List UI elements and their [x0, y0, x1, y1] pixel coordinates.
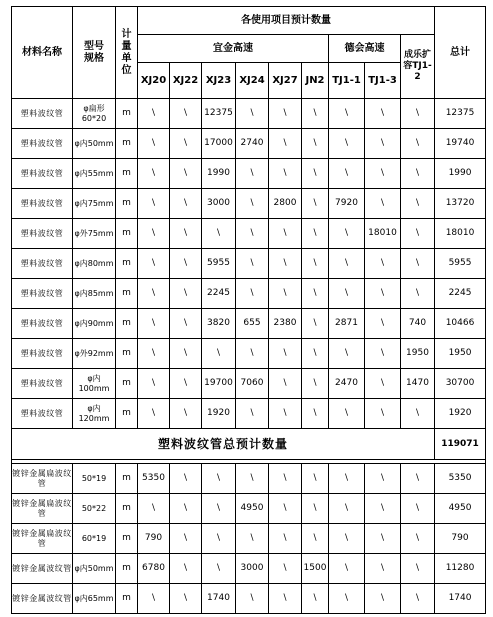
- row-value-cell: \: [236, 279, 269, 309]
- col-xj22: XJ22: [170, 63, 202, 99]
- row-value-cell: \: [401, 584, 435, 614]
- col-xj24: XJ24: [236, 63, 269, 99]
- row-value-cell: \: [302, 189, 329, 219]
- row-value-cell: \: [138, 129, 170, 159]
- row-value-cell: 1920: [202, 399, 236, 429]
- row-value-cell: 2800: [269, 189, 302, 219]
- row-material-name: 塑料波纹管: [12, 369, 73, 399]
- summary-row: [12, 429, 486, 460]
- row-value-cell: \: [329, 99, 365, 129]
- row-value-cell: \: [329, 584, 365, 614]
- row-value-cell: \: [329, 524, 365, 554]
- row-value-cell: 3820: [202, 309, 236, 339]
- row-value-cell: 12375: [202, 99, 236, 129]
- row-spec: φ内90mm: [73, 309, 116, 339]
- row-value-cell: 2740: [236, 129, 269, 159]
- header-unit: 计量单位: [116, 7, 138, 99]
- table-row: [12, 279, 486, 309]
- row-value-cell: \: [365, 159, 401, 189]
- row-value-cell: \: [170, 219, 202, 249]
- row-value-cell: 3000: [202, 189, 236, 219]
- row-value-cell: \: [170, 494, 202, 524]
- row-value-cell: \: [170, 399, 202, 429]
- row-value-cell: \: [302, 279, 329, 309]
- row-value-cell: \: [401, 279, 435, 309]
- row-value-cell: \: [236, 399, 269, 429]
- row-value-cell: \: [401, 494, 435, 524]
- col-xj20: XJ20: [138, 63, 170, 99]
- row-spec: φ扁形60*20: [73, 99, 116, 129]
- row-value-cell: \: [236, 339, 269, 369]
- row-value-cell: \: [302, 399, 329, 429]
- row-unit: m: [116, 99, 138, 129]
- row-value-cell: \: [401, 464, 435, 494]
- row-value-cell: \: [365, 99, 401, 129]
- row-value-cell: \: [269, 399, 302, 429]
- row-value-cell: \: [269, 279, 302, 309]
- row-value-cell: \: [329, 494, 365, 524]
- table-row: [12, 99, 486, 129]
- row-unit: m: [116, 219, 138, 249]
- row-value-cell: \: [365, 339, 401, 369]
- row-spec: φ内100mm: [73, 369, 116, 399]
- row-value-cell: \: [138, 249, 170, 279]
- header-group-yijin: 宜金高速: [138, 35, 329, 63]
- row-value-cell: \: [302, 369, 329, 399]
- row-value-cell: \: [302, 494, 329, 524]
- table-row: [12, 309, 486, 339]
- row-value-cell: \: [329, 464, 365, 494]
- row-value-cell: \: [302, 584, 329, 614]
- quantity-table: [11, 6, 486, 614]
- row-value-cell: 7920: [329, 189, 365, 219]
- row-material-name: 塑料波纹管: [12, 399, 73, 429]
- header-model-spec: 型号规格: [73, 7, 116, 99]
- table-row: [12, 369, 486, 399]
- row-material-name: 塑料波纹管: [12, 249, 73, 279]
- row-value-cell: \: [138, 279, 170, 309]
- row-unit: m: [116, 189, 138, 219]
- row-value-cell: \: [170, 159, 202, 189]
- row-value-cell: \: [236, 524, 269, 554]
- row-value-cell: \: [170, 584, 202, 614]
- row-value-cell: \: [170, 309, 202, 339]
- col-jn2: JN2: [302, 63, 329, 99]
- row-value-cell: \: [269, 584, 302, 614]
- header-material-name: 材料名称: [12, 7, 73, 99]
- row-value-cell: \: [170, 554, 202, 584]
- row-material-name: 塑料波纹管: [12, 129, 73, 159]
- row-value-cell: \: [138, 399, 170, 429]
- row-value-cell: \: [302, 309, 329, 339]
- row-value-cell: 6780: [138, 554, 170, 584]
- row-spec: φ内85mm: [73, 279, 116, 309]
- row-value-cell: \: [269, 464, 302, 494]
- row-value-cell: 19700: [202, 369, 236, 399]
- row-total: 790: [435, 524, 486, 554]
- row-unit: m: [116, 309, 138, 339]
- col-xj27: XJ27: [269, 63, 302, 99]
- col-tj1-3: TJ1-3: [365, 63, 401, 99]
- row-value-cell: \: [329, 159, 365, 189]
- table-row: [12, 339, 486, 369]
- row-value-cell: \: [170, 369, 202, 399]
- row-value-cell: \: [202, 219, 236, 249]
- row-value-cell: 1950: [401, 339, 435, 369]
- row-value-cell: 2380: [269, 309, 302, 339]
- row-value-cell: \: [329, 249, 365, 279]
- row-value-cell: \: [329, 279, 365, 309]
- row-spec: 60*19: [73, 524, 116, 554]
- row-total: 13720: [435, 189, 486, 219]
- row-value-cell: \: [302, 249, 329, 279]
- row-value-cell: \: [401, 99, 435, 129]
- row-value-cell: \: [170, 249, 202, 279]
- table-body: [12, 7, 486, 614]
- row-value-cell: \: [365, 189, 401, 219]
- row-value-cell: \: [138, 159, 170, 189]
- row-value-cell: \: [269, 99, 302, 129]
- row-total: 2245: [435, 279, 486, 309]
- header-group-chengle: 成乐扩容TJ1-2: [401, 35, 435, 99]
- row-value-cell: 5955: [202, 249, 236, 279]
- row-value-cell: \: [202, 524, 236, 554]
- row-total: 5350: [435, 464, 486, 494]
- row-total: 11280: [435, 554, 486, 584]
- table-row: [12, 584, 486, 614]
- table-row: [12, 399, 486, 429]
- row-value-cell: \: [365, 279, 401, 309]
- row-unit: m: [116, 339, 138, 369]
- row-value-cell: \: [269, 524, 302, 554]
- row-value-cell: \: [202, 464, 236, 494]
- table-row: [12, 524, 486, 554]
- row-total: 1990: [435, 159, 486, 189]
- row-value-cell: \: [302, 524, 329, 554]
- col-xj23: XJ23: [202, 63, 236, 99]
- row-spec: φ外92mm: [73, 339, 116, 369]
- row-value-cell: \: [365, 494, 401, 524]
- row-value-cell: \: [269, 159, 302, 189]
- header-project-group: 各使用项目预计数量: [138, 7, 435, 35]
- row-total: 12375: [435, 99, 486, 129]
- row-value-cell: \: [236, 584, 269, 614]
- row-value-cell: \: [329, 554, 365, 584]
- row-value-cell: \: [302, 129, 329, 159]
- row-value-cell: \: [302, 219, 329, 249]
- row-value-cell: \: [329, 339, 365, 369]
- row-value-cell: \: [138, 99, 170, 129]
- row-value-cell: \: [329, 129, 365, 159]
- row-total: 18010: [435, 219, 486, 249]
- row-value-cell: \: [401, 524, 435, 554]
- row-value-cell: \: [202, 494, 236, 524]
- row-value-cell: \: [269, 219, 302, 249]
- row-unit: m: [116, 524, 138, 554]
- row-value-cell: 655: [236, 309, 269, 339]
- row-spec: φ内55mm: [73, 159, 116, 189]
- table-row: [12, 219, 486, 249]
- row-value-cell: 740: [401, 309, 435, 339]
- row-material-name: 镀锌金属扁波纹管: [12, 524, 73, 554]
- row-unit: m: [116, 464, 138, 494]
- row-spec: φ内50mm: [73, 129, 116, 159]
- table-row: [12, 159, 486, 189]
- row-unit: m: [116, 369, 138, 399]
- row-value-cell: \: [365, 584, 401, 614]
- row-spec: 50*22: [73, 494, 116, 524]
- col-tj1-1: TJ1-1: [329, 63, 365, 99]
- row-value-cell: 18010: [365, 219, 401, 249]
- row-value-cell: \: [401, 219, 435, 249]
- row-value-cell: \: [329, 219, 365, 249]
- row-value-cell: \: [138, 189, 170, 219]
- row-total: 10466: [435, 309, 486, 339]
- row-value-cell: \: [401, 249, 435, 279]
- row-spec: 50*19: [73, 464, 116, 494]
- row-value-cell: \: [138, 369, 170, 399]
- row-value-cell: \: [170, 524, 202, 554]
- row-value-cell: \: [138, 309, 170, 339]
- row-value-cell: \: [202, 554, 236, 584]
- row-total: 30700: [435, 369, 486, 399]
- row-unit: m: [116, 584, 138, 614]
- row-value-cell: \: [401, 129, 435, 159]
- row-unit: m: [116, 279, 138, 309]
- row-total: 1950: [435, 339, 486, 369]
- table-row: [12, 494, 486, 524]
- row-unit: m: [116, 129, 138, 159]
- row-value-cell: \: [236, 464, 269, 494]
- row-value-cell: \: [329, 399, 365, 429]
- row-unit: m: [116, 494, 138, 524]
- header-total: 总计: [435, 7, 486, 99]
- row-value-cell: \: [365, 129, 401, 159]
- header-row-1: [12, 7, 486, 35]
- row-material-name: 镀锌金属扁波纹管: [12, 494, 73, 524]
- row-material-name: 镀锌金属扁波纹管: [12, 464, 73, 494]
- row-value-cell: 1500: [302, 554, 329, 584]
- row-value-cell: \: [365, 399, 401, 429]
- row-value-cell: \: [365, 554, 401, 584]
- row-total: 1740: [435, 584, 486, 614]
- row-value-cell: 2871: [329, 309, 365, 339]
- row-material-name: 塑料波纹管: [12, 189, 73, 219]
- row-value-cell: \: [401, 554, 435, 584]
- row-value-cell: \: [170, 129, 202, 159]
- row-value-cell: \: [170, 189, 202, 219]
- row-value-cell: 1740: [202, 584, 236, 614]
- table-row: [12, 464, 486, 494]
- row-value-cell: 790: [138, 524, 170, 554]
- row-value-cell: 7060: [236, 369, 269, 399]
- row-unit: m: [116, 554, 138, 584]
- row-material-name: 镀锌金属波纹管: [12, 554, 73, 584]
- summary-value: 119071: [435, 429, 486, 460]
- row-value-cell: \: [236, 219, 269, 249]
- row-material-name: 塑料波纹管: [12, 99, 73, 129]
- row-value-cell: \: [269, 554, 302, 584]
- row-value-cell: \: [302, 99, 329, 129]
- row-value-cell: \: [365, 309, 401, 339]
- table-row: [12, 189, 486, 219]
- row-unit: m: [116, 159, 138, 189]
- row-value-cell: \: [269, 249, 302, 279]
- row-value-cell: \: [365, 249, 401, 279]
- row-value-cell: 5350: [138, 464, 170, 494]
- row-value-cell: \: [138, 494, 170, 524]
- row-material-name: 塑料波纹管: [12, 159, 73, 189]
- row-material-name: 塑料波纹管: [12, 219, 73, 249]
- row-value-cell: \: [202, 339, 236, 369]
- row-value-cell: \: [269, 129, 302, 159]
- row-total: 4950: [435, 494, 486, 524]
- row-value-cell: \: [365, 464, 401, 494]
- row-value-cell: \: [236, 99, 269, 129]
- row-value-cell: \: [365, 369, 401, 399]
- row-value-cell: \: [138, 584, 170, 614]
- row-value-cell: \: [365, 524, 401, 554]
- row-value-cell: \: [269, 369, 302, 399]
- row-total: 1920: [435, 399, 486, 429]
- row-value-cell: \: [302, 159, 329, 189]
- row-value-cell: \: [236, 249, 269, 279]
- table-row: [12, 129, 486, 159]
- row-value-cell: 3000: [236, 554, 269, 584]
- row-value-cell: \: [170, 464, 202, 494]
- row-spec: φ内80mm: [73, 249, 116, 279]
- row-value-cell: \: [401, 189, 435, 219]
- row-value-cell: \: [302, 339, 329, 369]
- table-row: [12, 249, 486, 279]
- row-value-cell: \: [236, 159, 269, 189]
- row-material-name: 塑料波纹管: [12, 339, 73, 369]
- header-group-dehui: 德会高速: [329, 35, 401, 63]
- row-value-cell: \: [269, 339, 302, 369]
- summary-label: 塑料波纹管总预计数量: [12, 429, 435, 460]
- row-value-cell: \: [236, 189, 269, 219]
- row-value-cell: \: [401, 159, 435, 189]
- row-value-cell: \: [170, 99, 202, 129]
- row-value-cell: \: [401, 399, 435, 429]
- row-value-cell: \: [138, 339, 170, 369]
- row-value-cell: 1470: [401, 369, 435, 399]
- row-value-cell: \: [170, 279, 202, 309]
- row-value-cell: 2470: [329, 369, 365, 399]
- row-value-cell: 4950: [236, 494, 269, 524]
- row-unit: m: [116, 399, 138, 429]
- row-total: 19740: [435, 129, 486, 159]
- row-value-cell: \: [170, 339, 202, 369]
- row-material-name: 塑料波纹管: [12, 279, 73, 309]
- row-value-cell: \: [302, 464, 329, 494]
- row-total: 5955: [435, 249, 486, 279]
- row-spec: φ内75mm: [73, 189, 116, 219]
- row-value-cell: \: [138, 219, 170, 249]
- row-unit: m: [116, 249, 138, 279]
- row-value-cell: 17000: [202, 129, 236, 159]
- row-spec: φ内65mm: [73, 584, 116, 614]
- row-material-name: 镀锌金属波纹管: [12, 584, 73, 614]
- row-value-cell: 2245: [202, 279, 236, 309]
- table-row: [12, 554, 486, 584]
- row-spec: φ外75mm: [73, 219, 116, 249]
- row-value-cell: \: [269, 494, 302, 524]
- row-value-cell: 1990: [202, 159, 236, 189]
- row-material-name: 塑料波纹管: [12, 309, 73, 339]
- row-spec: φ内50mm: [73, 554, 116, 584]
- row-spec: φ内120mm: [73, 399, 116, 429]
